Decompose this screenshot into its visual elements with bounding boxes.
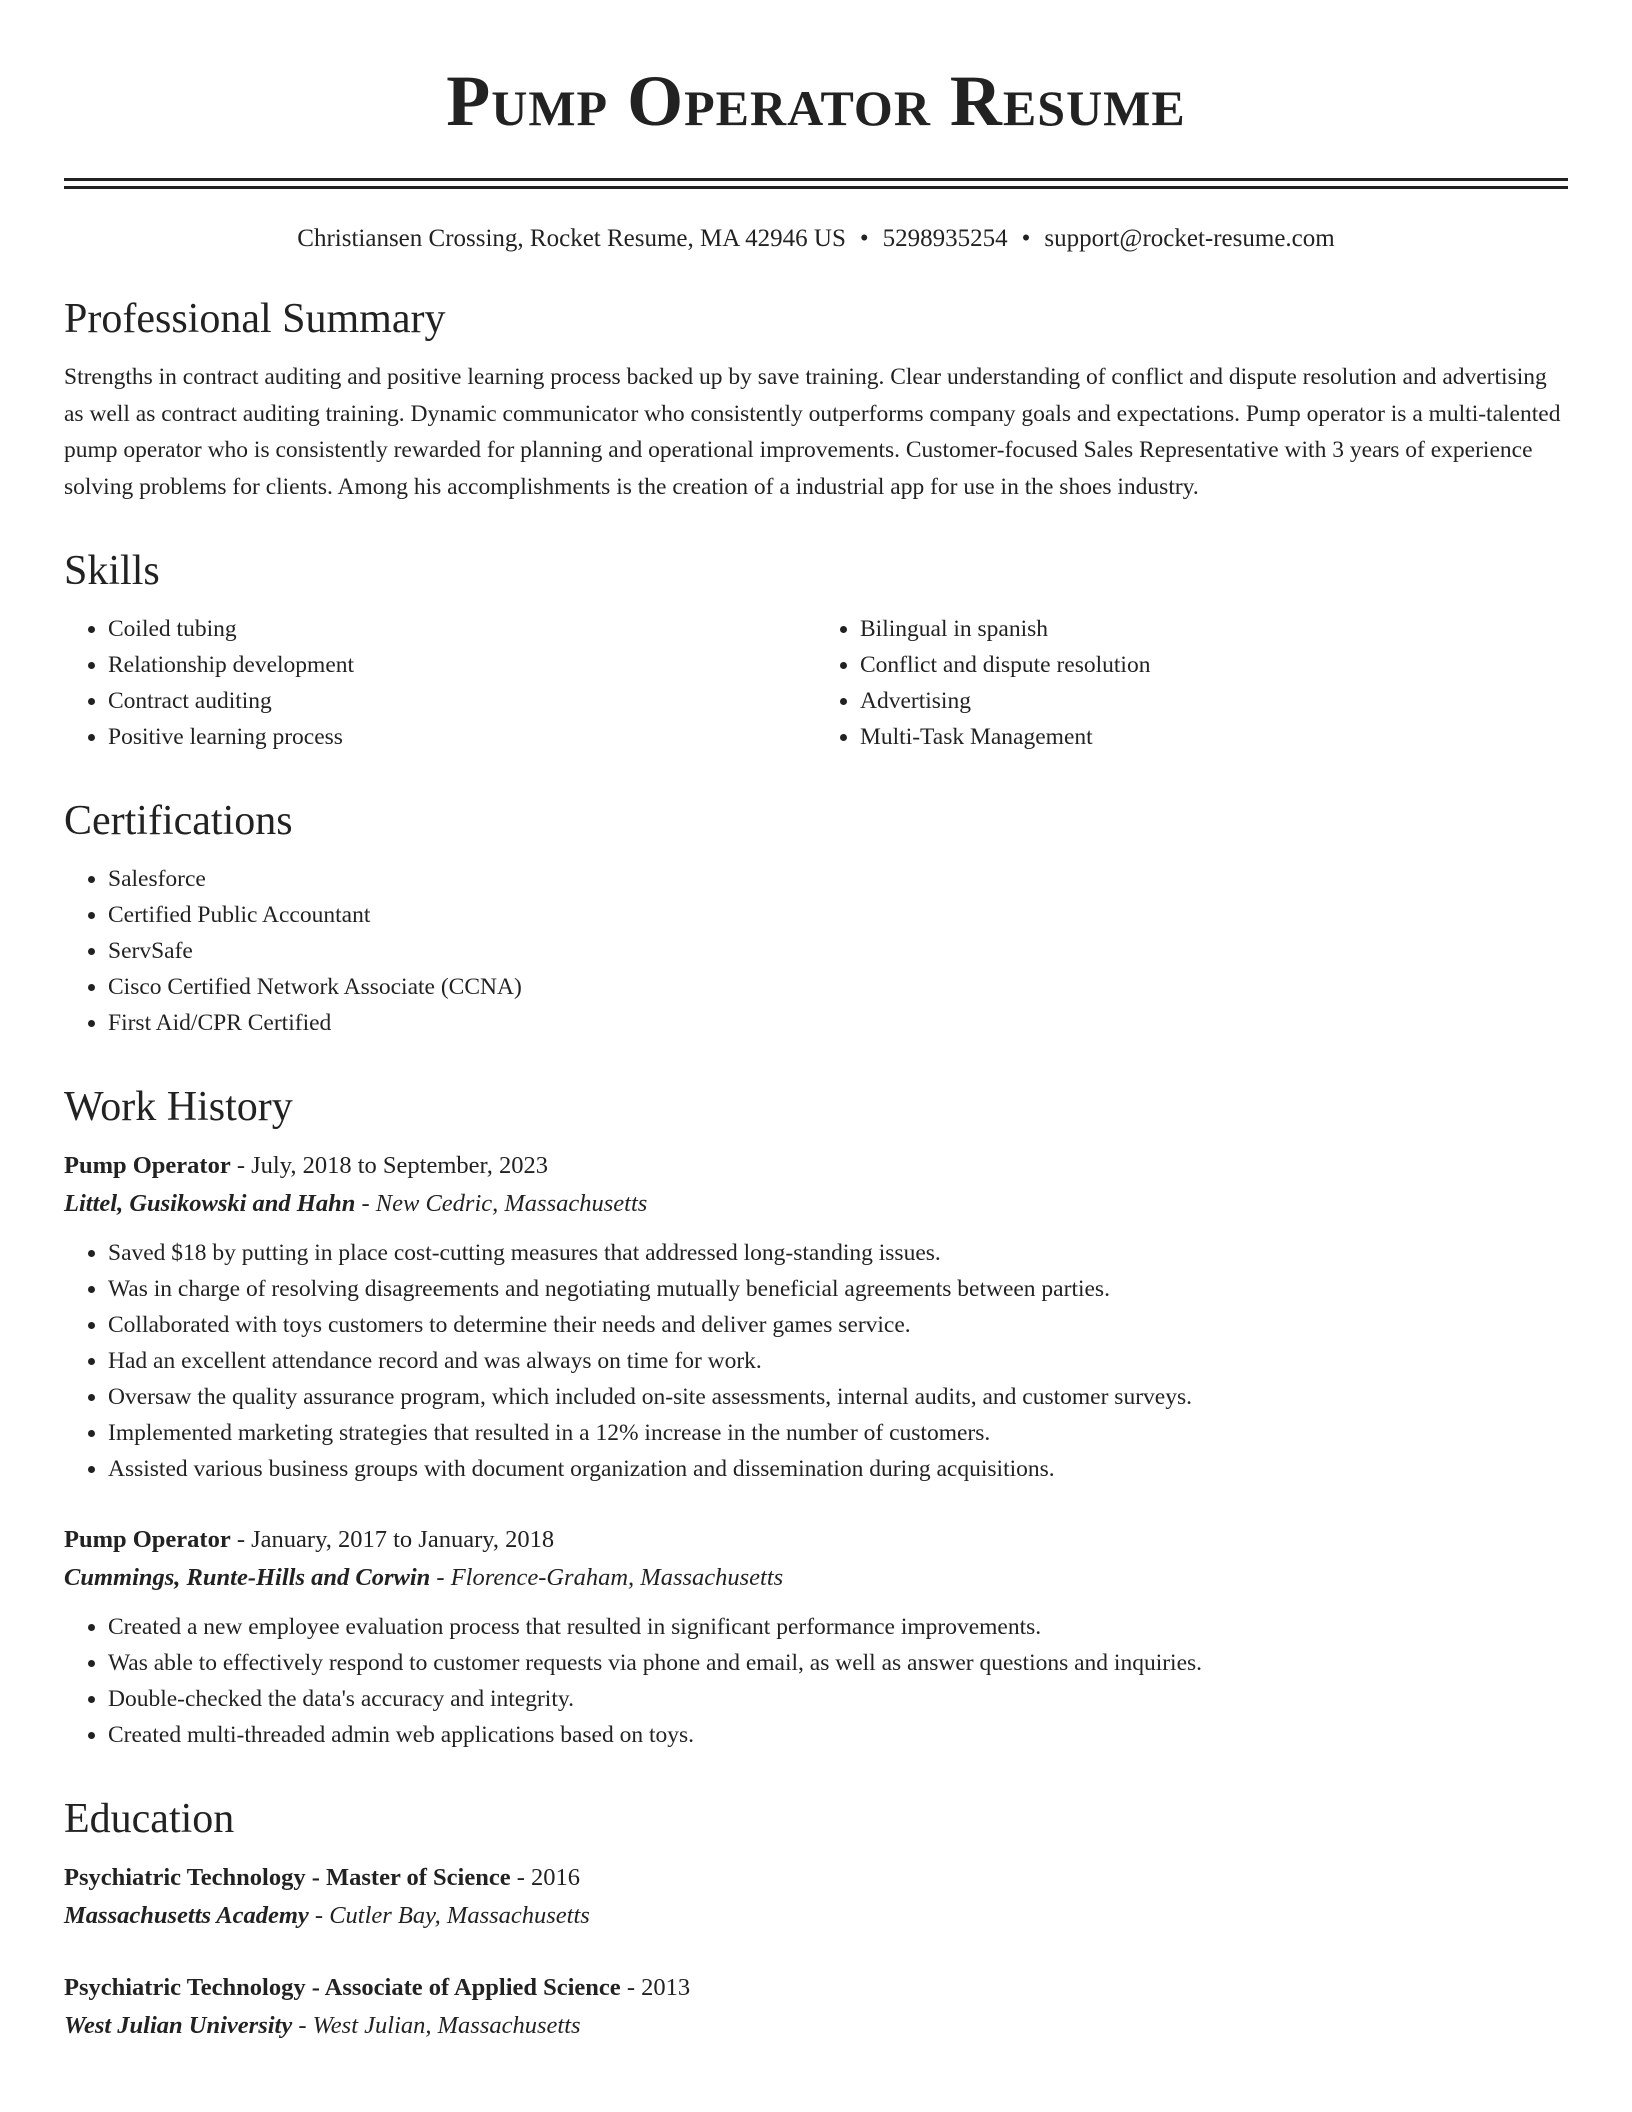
contact-separator: •: [859, 225, 869, 252]
skill-item: • Relationship development: [108, 647, 816, 683]
contact-separator: •: [1021, 225, 1031, 252]
education-heading: Education: [64, 1796, 235, 1842]
job-company: Cummings, Runte-Hills and Corwin: [64, 1564, 431, 1591]
education-entry: [64, 1969, 1568, 2045]
job-entry: [64, 1147, 1568, 1487]
job-bullet: • Was in charge of resolving disagreements and negotiating mutually beneficial agreements between parties.: [108, 1271, 1568, 1307]
contact-address: Christiansen Crossing, Rocket Resume, MA 42946 US: [297, 225, 846, 252]
skills-column-left: [64, 611, 816, 755]
contact-phone: 5298935254: [882, 225, 1008, 252]
education-school: Massachusetts Academy: [64, 1902, 309, 1929]
certifications-list: [64, 861, 1568, 1041]
education-year: - 2016: [510, 1864, 581, 1891]
education-location: - West Julian, Massachusetts: [292, 2012, 581, 2039]
job-title: Pump Operator: [64, 1526, 231, 1553]
certification-item: • First Aid/CPR Certified: [108, 1005, 1568, 1041]
job-bullets: [64, 1609, 1568, 1753]
job-dates: - July, 2018 to September, 2023: [230, 1152, 548, 1179]
skills-list: [64, 611, 1568, 755]
job-title-line: [64, 1521, 1568, 1559]
job-bullet: • Double-checked the data's accuracy and integrity.: [108, 1681, 1568, 1717]
job-title: Pump Operator: [64, 1152, 231, 1179]
page-title: Pump Operator Resume: [446, 61, 1186, 141]
education-school-line: [64, 1897, 1568, 1935]
certifications-heading: Certifications: [64, 798, 293, 844]
job-location: - New Cedric, Massachusetts: [355, 1190, 648, 1217]
education-school: West Julian University: [64, 2012, 293, 2039]
job-company-line: [64, 1559, 1568, 1597]
job-company-line: [64, 1185, 1568, 1223]
certification-item: • Cisco Certified Network Associate (CCNA): [108, 969, 1568, 1005]
contact-line: [64, 221, 1568, 257]
skill-item: • Multi-Task Management: [860, 719, 1568, 755]
education-degree: Psychiatric Technology - Associate of Applied Science: [64, 1974, 621, 2001]
job-dates: - January, 2017 to January, 2018: [230, 1526, 555, 1553]
skill-item: • Advertising: [860, 683, 1568, 719]
education-degree: Psychiatric Technology - Master of Science: [64, 1864, 511, 1891]
job-bullet: • Assisted various business groups with document organization and dissemination during acquisitions.: [108, 1451, 1568, 1487]
skill-item: • Bilingual in spanish: [860, 611, 1568, 647]
skill-item: • Conflict and dispute resolution: [860, 647, 1568, 683]
education-entry: [64, 1859, 1568, 1935]
job-bullet: • Oversaw the quality assurance program, which included on-site assessments, internal audits, and customer surveys.: [108, 1379, 1568, 1415]
job-entry: [64, 1521, 1568, 1753]
title-divider-top: [64, 178, 1568, 181]
contact-email: support@rocket-resume.com: [1044, 225, 1335, 252]
job-bullet: • Had an excellent attendance record and was always on time for work.: [108, 1343, 1568, 1379]
skills-heading: Skills: [64, 548, 160, 594]
summary-heading: Professional Summary: [64, 296, 446, 342]
education-degree-line: [64, 1969, 1568, 2007]
job-bullet: • Implemented marketing strategies that resulted in a 12% increase in the number of customers.: [108, 1415, 1568, 1451]
summary-text: Strengths in contract auditing and positive learning process backed up by save training. Clear understanding of conflict and dispute resolution and advertising as well as contract auditing training. Dynamic communicator who consistently outperforms company goals and expectations. Pump operator is a multi-talented pump operator who is consistently rewarded for planning and operational improvements. Customer-focused Sales Representative with 3 years of experience solving problems for clients. Among his accomplishments is the creation of a industrial app for use in the shoes industry.: [64, 364, 1561, 500]
skills-column-right: [816, 611, 1568, 755]
certification-item: • Salesforce: [108, 861, 1568, 897]
education-school-line: [64, 2007, 1568, 2045]
education-year: - 2013: [620, 1974, 691, 2001]
job-bullet: • Created a new employee evaluation process that resulted in significant performance improvements.: [108, 1609, 1568, 1645]
job-bullet: • Was able to effectively respond to customer requests via phone and email, as well as answer questions and inquiries.: [108, 1645, 1568, 1681]
job-bullet: • Created multi-threaded admin web applications based on toys.: [108, 1717, 1568, 1753]
skill-item: • Positive learning process: [108, 719, 816, 755]
skill-item: • Coiled tubing: [108, 611, 816, 647]
work-history-heading: Work History: [64, 1084, 293, 1130]
certification-item: • ServSafe: [108, 933, 1568, 969]
job-company: Littel, Gusikowski and Hahn: [64, 1190, 356, 1217]
education-location: - Cutler Bay, Massachusetts: [308, 1902, 590, 1929]
title-divider-bottom: [64, 186, 1568, 189]
job-title-line: [64, 1147, 1568, 1185]
job-bullet: • Collaborated with toys customers to determine their needs and deliver games service.: [108, 1307, 1568, 1343]
job-bullets: [64, 1235, 1568, 1487]
certification-item: • Certified Public Accountant: [108, 897, 1568, 933]
education-degree-line: [64, 1859, 1568, 1897]
job-bullet: • Saved $18 by putting in place cost-cutting measures that addressed long-standing issues.: [108, 1235, 1568, 1271]
skill-item: • Contract auditing: [108, 683, 816, 719]
job-location: - Florence-Graham, Massachusetts: [430, 1564, 784, 1591]
